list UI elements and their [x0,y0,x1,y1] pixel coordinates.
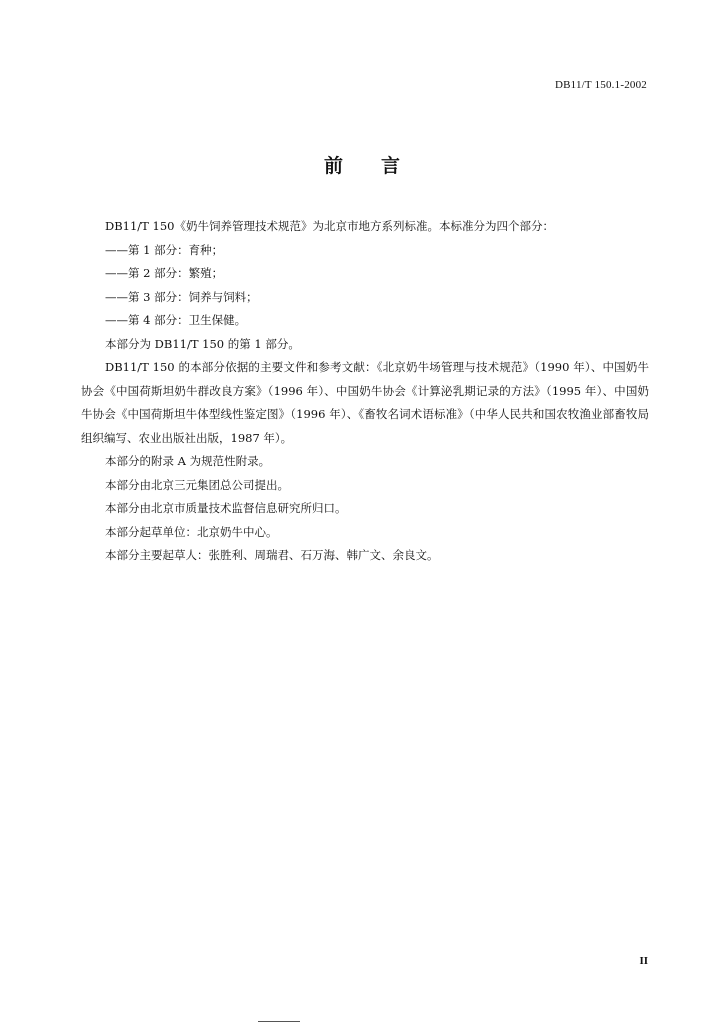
paragraph-centralized-by: 本部分由北京市质量技术监督信息研究所归口。 [105,501,347,515]
paragraph-drafting-unit: 本部分起草单位：北京奶牛中心。 [105,524,278,539]
page-title: 前言 [323,155,438,177]
document-code: DB11/T 150.1-2002 [554,79,647,91]
foreword-body [81,215,649,568]
paragraph-annex: 本部分的附录 A 为规范性附录。 [105,454,271,468]
list-item-part-3: ——第 3 部分：饲养与饲料； [105,289,258,304]
list-item-part-2: ——第 2 部分：繁殖； [105,266,224,280]
paragraph-proposed-by: 本部分由北京三元集团总公司提出。 [105,477,289,492]
list-item-part-4: ——第 4 部分：卫生保健。 [105,313,247,327]
list-item-part-1: ——第 1 部分：育种； [105,242,224,257]
paragraph-drafters: 本部分主要起草人：张胜利、周瑞君、石万海、韩广文、余良文。 [105,548,439,562]
page-number: II [639,955,648,967]
paragraph-references: DB11/T 150 的本部分依据的主要文件和参考文献：《北京奶牛场管理与技术规范》（1990 年）、中国奶牛协会《中国荷斯坦奶牛群改良方案》（1996 年）、中国奶牛协会《计算泌乳期记录的方法》（1995 年）、中国奶牛协会《中国荷斯坦牛体型线性鉴定图》（1996 年）、《畜牧名词术语标准》（中华人民共和国农牧渔业部畜牧局组织编写、农业出版社出版，1987 年）。 [81,360,649,445]
footer-rule [258,1021,300,1022]
paragraph-this-part: 本部分为 DB11/T 150 的第 1 部分。 [105,336,300,351]
paragraph-intro: DB11/T 150《奶牛饲养管理技术规范》为北京市地方系列标准。本标准分为四个部分： [105,219,554,233]
